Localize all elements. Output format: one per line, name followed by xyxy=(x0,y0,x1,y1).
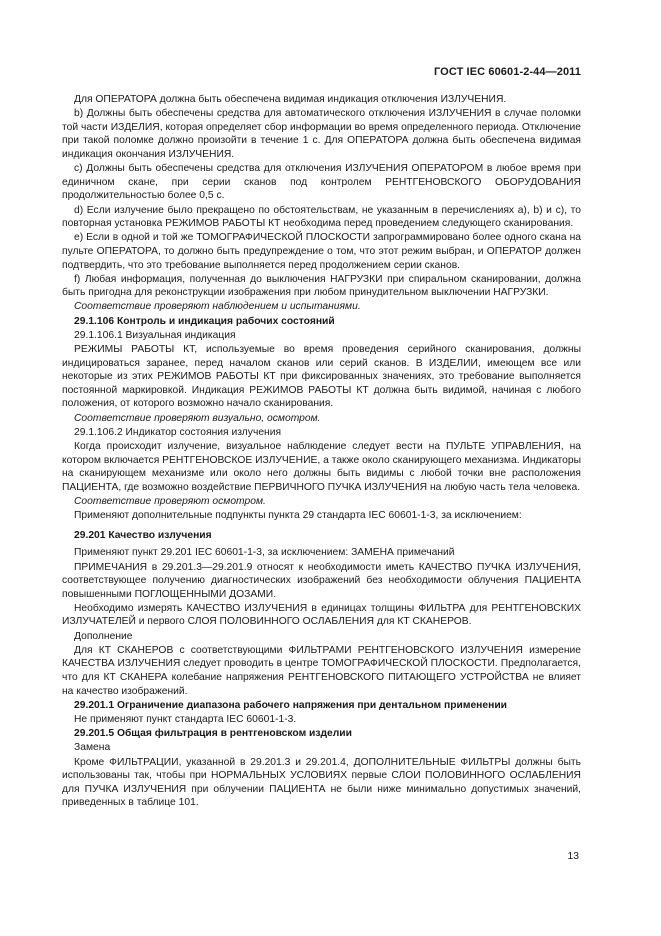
document-body xyxy=(62,93,581,810)
subsection-heading-29-1-106-2: 29.1.106.2 Индикатор состояния излучения xyxy=(74,426,282,438)
paragraph-item-e: e) Если в одной и той же ТОМОГРАФИЧЕСКОЙ ПЛОСКОСТИ запрограммировано более одного скана на пульте ОПЕРАТОРА, то должно быть предупреждение о том, что этот режим выбран, и ОПЕРАТОР должен подтвердить, что это требование выполняется перед продолжением серии сканов. xyxy=(62,232,581,271)
paragraph-radiation-indicator: Когда происходит излучение, визуальное наблюдение следует вести на ПУЛЬТЕ УПРАВЛЕНИЯ, на котором включается РЕНТГЕНОВСКОЕ ИЗЛУЧЕНИЕ, а также около сканирующего механизма. Индикаторы на сканирующем механизме или около него должны быть видимы с любой точки вне расположения ПАЦИЕНТА, где возможно воздействие ПЕРВИЧНОГО ПУЧКА ИЗЛУЧЕНИЯ на любую часть тела человека. xyxy=(62,440,581,493)
paragraph-ct-modes: РЕЖИМЫ РАБОТЫ КТ, используемые во время проведения серийного сканирования, должны индицироваться заранее, перед началом сканов или серий сканов. В ИЗДЕЛИИ, имеющем все или некоторые из этих РЕЖИМОВ РАБОТЫ КТ при фиксированных значениях, это требование выполняется постоянной маркировкой. Индикация РЕЖИМОВ РАБОТЫ КТ должна быть видимой, начиная с любого положения, от которого возможно начало сканирования. xyxy=(62,344,581,410)
paragraph-item-d: d) Если излучение было прекращено по обстоятельствам, не указанным в перечислениях a), b) и c), то повторная установка РЕЖИМОВ РАБОТЫ КТ необходима перед проведением следующего сканирования. xyxy=(62,204,581,230)
page-number: 13 xyxy=(567,851,579,862)
compliance-note: Соответствие проверяют наблюдением и испытаниями. xyxy=(74,301,361,313)
subsection-heading-29-1-106-1: 29.1.106.1 Визуальная индикация xyxy=(74,329,236,341)
section-heading-29-1-106: 29.1.106 Контроль и индикация рабочих состояний xyxy=(74,315,335,327)
paragraph-item-f: f) Любая информация, полученная до выключения НАГРУЗКИ при спиральном сканировании, должна быть пригодна для реконструкции изображения при любом принудительном выключении НАГРУЗКИ. xyxy=(62,273,581,299)
compliance-note: Соответствие проверяют осмотром. xyxy=(74,495,266,507)
compliance-note: Соответствие проверяют визуально, осмотром. xyxy=(74,412,321,424)
label-addition: Дополнение xyxy=(74,630,133,642)
paragraph-not-applied: Не применяют пункт стандарта IEC 60601-1-3. xyxy=(74,714,297,725)
paragraph-notes: ПРИМЕЧАНИЯ в 29.201.3—29.201.9 относят к необходимости иметь КАЧЕСТВО ПУЧКА ИЗЛУЧЕНИЯ, соответствующее получению диагностических изображений без необходимости облучения ПАЦИЕНТА повышенными ПОГЛОЩЕННЫМИ ДОЗАМИ. xyxy=(62,561,581,600)
standard-header: ГОСТ IEC 60601-2-44—2011 xyxy=(433,66,581,78)
section-heading-29-201-1: 29.201.1 Ограничение диапазона рабочего напряжения при дентальном применении xyxy=(74,699,508,711)
label-replacement: Замена xyxy=(74,742,111,754)
paragraph-operator-indication: Для ОПЕРАТОРА должна быть обеспечена видимая индикация отключения ИЗЛУЧЕНИЯ. xyxy=(74,94,507,105)
paragraph-item-c: c) Должны быть обеспечены средства для отключения ИЗЛУЧЕНИЯ ОПЕРАТОРОМ в любое время при единичном скане, при серии сканов под контролем РЕНТГЕНОВСКОГО ОБОРУДОВАНИЯ продолжительностью более 0,5 с. xyxy=(62,163,581,202)
paragraph-applies-29-201: Применяют пункт 29.201 IEC 60601-1-3, за исключением: ЗАМЕНА примечаний xyxy=(74,547,455,559)
paragraph-item-b: b) Должны быть обеспечены средства для автоматического отключения ИЗЛУЧЕНИЯ в случае поломки той части ИЗДЕЛИЯ, которая определяет сбор информации во время определенного периода. Отключение при такой поломке должно произойти в течение 1 с. Для ОПЕРАТОРА должна быть обеспечена видимая индикация окончания ИЗЛУЧЕНИЯ. xyxy=(62,108,581,160)
section-heading-29-201-5: 29.201.5 Общая фильтрация в рентгеновском изделии xyxy=(74,728,352,740)
paragraph-measure-quality: Необходимо измерять КАЧЕСТВО ИЗЛУЧЕНИЯ в единицах толщины ФИЛЬТРА для РЕНТГЕНОВСКИХ ИЗЛУЧАТЕЛЕЙ и первого СЛОЯ ПОЛОВИННОГО ОСЛАБЛЕНИЯ для КТ СКАНЕРОВ. xyxy=(62,602,581,628)
paragraph-additional-subclauses: Применяют дополнительные подпункты пункта 29 стандарта IEC 60601-1-3, за исключением: xyxy=(74,510,522,522)
paragraph-ct-filters: Для КТ СКАНЕРОВ с соответствующими ФИЛЬТРАМИ РЕНТГЕНОВСКОГО ИЗЛУЧЕНИЯ измерение КАЧЕСТВА ИЗЛУЧЕНИЯ следует проводить в центре ТОМОГРАФИЧЕСКОЙ ПЛОСКОСТИ. Предполагается, что для КТ СКАНЕРА колебание напряжения РЕНТГЕНОВСКОГО ПИТАЮЩЕГО УСТРОЙСТВА не влияет на качество изображений. xyxy=(62,644,581,697)
section-heading-29-201: 29.201 Качество излучения xyxy=(74,529,212,541)
paragraph-filtration: Кроме ФИЛЬТРАЦИИ, указанной в 29.201.3 и 29.201.4, ДОПОЛНИТЕЛЬНЫЕ ФИЛЬТРЫ должны быть использованы так, чтобы при НОРМАЛЬНЫХ УСЛОВИЯХ первые СЛОИ ПОЛОВИННОГО ОСЛАБЛЕНИЯ для ПУЧКА ИЗЛУЧЕНИЯ при облучении ПАЦИЕНТА не были ниже минимально допустимых значений, приведенных в таблице 101. xyxy=(62,756,581,809)
